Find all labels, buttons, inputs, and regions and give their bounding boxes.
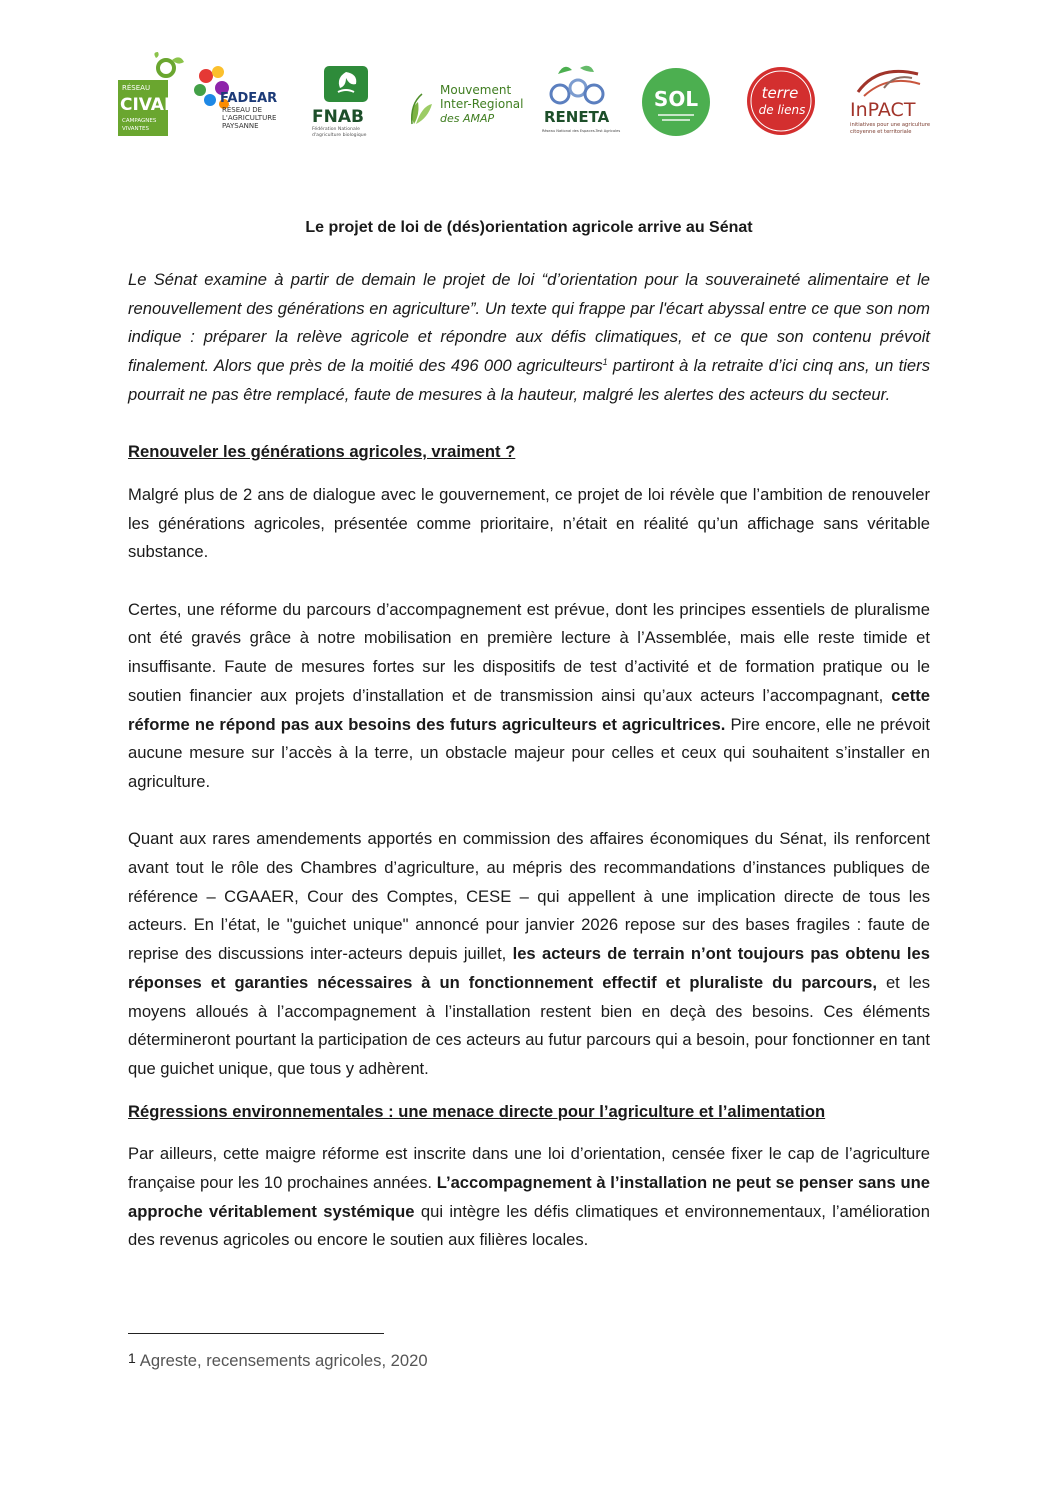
inpact-line2: citoyenne et territoriale	[850, 129, 912, 135]
partner-logos	[100, 52, 960, 152]
fnab-line1: Fédération Nationale	[312, 127, 360, 132]
bold-run: les acteurs de terrain n’ont toujours pas obtenu les réponses et garanties nécessaires à un fonctionnement effectif et pluraliste du parcours,	[128, 944, 930, 992]
intro-text-a: Le Sénat examine à partir de demain le projet de loi “d’orientation pour la souveraineté alimentaire et le renouvellement des générations en agriculture”. Un texte qui frappe par l'écart abyssal entre ce que son nom indique : préparer la relève agricole et répondre aux défis climatiques, et ce que son contenu prévoit finalement. Alors que près de la moitié des 496 000 agriculteurs	[128, 270, 930, 376]
intro-text-b: partiront à la retraite d’ici cinq ans, un tiers pourrait ne pas être remplacé, faute de mesures à la hauteur, malgré les alertes des acteurs du secteur.	[128, 356, 930, 404]
civam-line3: CAMPAGNES	[122, 118, 157, 124]
footnote-divider	[128, 1333, 384, 1334]
inpact-name: InPACT	[850, 99, 916, 121]
text-run: et les moyens alloués à l’accompagnement à l’installation restent bien en deçà des besoins. Ces éléments détermineront pourtant la participation de ces acteurs au futur parcours qui a besoin, pour fonctionner en tant que guichet unique, que tous y adhèrent.	[128, 972, 930, 1078]
fadear-name: FADEAR	[220, 91, 278, 106]
document-title: Le projet de loi de (dés)orientation agricole arrive au Sénat	[305, 219, 753, 236]
amap-logo	[406, 78, 524, 130]
footnote-text: Agreste, recensements agricoles, 2020	[139, 1351, 428, 1370]
reneta-name: RENETA	[544, 108, 610, 126]
sol-name: SOL	[653, 87, 699, 111]
text-run: Quant aux rares amendements apportés en commission des affaires économiques du Sénat, ils renforcent avant tout le rôle des Chambres d’agriculture, au mépris des recommandations d’instances publiques de référence – CGAAER, Cour des Comptes, CESE – qui appellent à une implication directe de tous les acteurs. En l’état, le "guichet unique" annoncé pour janvier 2026 repose sur des bases fragiles : faute de reprise des discussions inter-acteurs depuis juillet,	[128, 829, 930, 964]
intro-paragraph	[128, 266, 930, 410]
section1-heading: Renouveler les générations agricoles, vraiment ?	[128, 442, 516, 462]
section1-paragraph3	[128, 825, 930, 1083]
civam-logo	[116, 54, 188, 138]
amap-line2: Inter-Regional	[440, 97, 524, 111]
fadear-line3: PAYSANNE	[222, 122, 259, 130]
footnote-ref[interactable]: 1	[602, 357, 608, 368]
text-run: Par ailleurs, cette maigre réforme est inscrite dans une loi d’orientation, censée fixer le cap de l’agriculture française pour les 10 prochaines années.	[128, 1144, 930, 1193]
fnab-name: FNAB	[312, 107, 364, 127]
fadear-line2: L'AGRICULTURE	[222, 114, 277, 122]
fadear-logo	[194, 66, 290, 138]
section2-paragraph1	[128, 1140, 930, 1255]
fnab-logo	[308, 64, 390, 138]
fnab-line2: d'agriculture biologique	[312, 133, 367, 138]
section1-paragraph1: Malgré plus de 2 ans de dialogue avec le gouvernement, ce projet de loi révèle que l’ambition de renouveler les générations agricoles, présentée comme prioritaire, n’était en réalité qu’un affichage sans véritable substance.	[128, 484, 930, 562]
amap-line1: Mouvement	[440, 83, 512, 97]
bold-run: cette réforme ne répond pas aux besoins des futurs agriculteurs et agricultrices.	[128, 685, 930, 734]
amap-line3: des AMAP	[440, 112, 495, 125]
civam-line4: VIVANTES	[122, 126, 149, 132]
bold-run: L’accompagnement à l’installation ne peut se penser sans une approche véritablement systémique	[128, 1173, 930, 1221]
civam-line2: CIVAM	[120, 95, 181, 115]
text-run: Certes, une réforme du parcours d’accompagnement est prévue, dont les principes essentiels de pluralisme ont été gravés grâce à notre mobilisation en première lecture à l’Assemblée, mais elle reste timide et insuffisante. Faute de mesures fortes sur les dispositifs de test d’activité et de formation pratique ou le soutien financier aux projets d’installation et de transmission ainsi qu’aux acteurs l’accompagnant,	[128, 599, 930, 705]
section1-paragraph2	[128, 596, 930, 797]
terre-de-liens-logo	[744, 64, 818, 138]
terre-line2: de liens	[758, 103, 806, 117]
footnote	[128, 1344, 428, 1375]
reneta-logo	[538, 62, 624, 138]
footnote-number: 1	[128, 1350, 136, 1366]
section2-heading: Régressions environnementales : une menace directe pour l’agriculture et l’alimentation	[128, 1101, 826, 1121]
text-run: qui intègre les défis climatiques et environnementaux, l’amélioration des revenus agricoles ou encore le soutien aux filières locales.	[128, 1201, 930, 1250]
terre-line1: terre	[761, 84, 799, 102]
press-release	[128, 214, 930, 1255]
reneta-line1: Réseau National des Espaces-Test Agricoles	[542, 129, 621, 133]
inpact-line1: initiatives pour une agriculture	[850, 122, 931, 128]
fadear-line1: RÉSEAU DE	[222, 106, 263, 114]
civam-line1: RÉSEAU	[122, 84, 151, 92]
text-run: Pire encore, elle ne prévoit aucune mesure sur l’accès à la terre, un obstacle majeur pour celles et ceux qui souhaitent s’installer en agriculture.	[128, 714, 930, 791]
sol-logo	[640, 66, 712, 138]
inpact-logo	[844, 66, 944, 138]
